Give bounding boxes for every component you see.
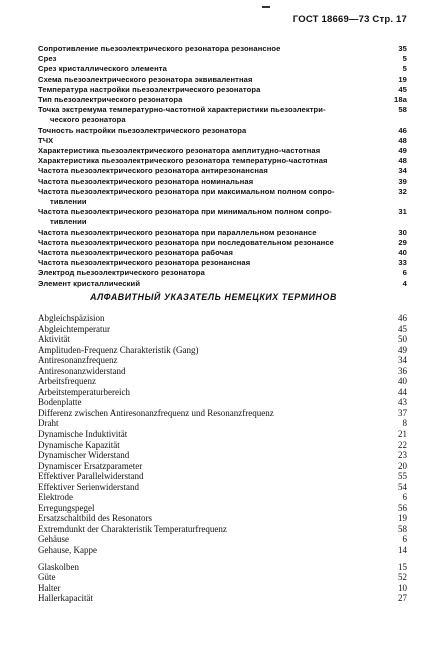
entry-term: Amplituden-Frequenz Charakteristik (Gang) xyxy=(38,344,199,355)
entry-term: Ersatzschaltbild des Resonators xyxy=(38,513,152,524)
index-entry xyxy=(38,572,407,583)
entry-page-number: 45 xyxy=(398,323,407,334)
index-entry xyxy=(38,397,407,408)
entry-term: Частота пьезоэлектрического резонатора при параллельном резонансе xyxy=(38,227,317,237)
entry-term: Характеристика пьезоэлектрического резонатора амплитудно-частотная xyxy=(38,146,321,156)
entry-page-number: 31 xyxy=(398,207,407,217)
entry-page-number: 15 xyxy=(398,561,407,572)
entry-term: Частота пьезоэлектрического резонатора номинальная xyxy=(38,176,254,186)
index-entry xyxy=(38,355,407,366)
index-entry xyxy=(38,95,407,105)
index-entry xyxy=(38,324,407,335)
entry-term: ТЧХ xyxy=(38,135,54,145)
index-entry xyxy=(38,75,407,85)
index-entry xyxy=(38,440,407,451)
entry-term: Dynamischer Widerstand xyxy=(38,450,130,461)
index-entry xyxy=(38,279,407,289)
entry-term: Extremdunkt der Charakteristik Temperaturfrequenz xyxy=(38,523,227,534)
index-entry xyxy=(38,534,407,545)
entry-term: Erregungspegel xyxy=(38,502,95,513)
index-entry xyxy=(38,471,407,482)
entry-page-number: 33 xyxy=(398,258,407,268)
entry-page-number: 23 xyxy=(398,450,407,461)
entry-page-number: 46 xyxy=(398,125,407,135)
entry-term-continuation: тивлении xyxy=(50,197,87,207)
index-entry xyxy=(38,54,407,64)
entry-page-number: 48 xyxy=(398,156,407,166)
entry-page-number: 39 xyxy=(398,176,407,186)
entry-term: Частота пьезоэлектрического резонатора при последовательном резонансе xyxy=(38,237,334,247)
entry-term: Halter xyxy=(38,582,61,593)
entry-term: Тип пьезоэлектрического резонатора xyxy=(38,95,183,105)
entry-page-number: 8 xyxy=(402,418,407,429)
entry-term: Срез xyxy=(38,54,57,64)
entry-term: Точность настройки пьезоэлектрического резонатора xyxy=(38,125,247,135)
entry-page-number: 10 xyxy=(398,582,407,593)
index-entry xyxy=(38,408,407,419)
index-entry xyxy=(38,387,407,398)
entry-page-number: 55 xyxy=(398,471,407,482)
entry-page-number: 19 xyxy=(398,74,407,84)
index-entry xyxy=(38,418,407,429)
entry-term: Arbeitsfrequenz xyxy=(38,376,96,387)
entry-page-number: 50 xyxy=(398,334,407,345)
entry-page-number: 4 xyxy=(402,278,407,288)
entry-term: Antiresonanzwiderstand xyxy=(38,365,126,376)
index-entry xyxy=(38,238,407,248)
index-entry xyxy=(38,156,407,166)
entry-term: Elektrode xyxy=(38,492,73,503)
entry-term: Arbeitstemperaturbereich xyxy=(38,386,130,397)
index-entry xyxy=(38,166,407,176)
index-entry xyxy=(38,313,407,324)
entry-term: Hallerkapacität xyxy=(38,593,93,604)
index-entry xyxy=(38,366,407,377)
index-entry xyxy=(38,85,407,95)
index-entry xyxy=(38,177,407,187)
index-entry xyxy=(38,146,407,156)
index-entry xyxy=(38,482,407,493)
entry-term: Effektiver Parallelwiderstand xyxy=(38,471,144,482)
index-entry xyxy=(38,583,407,594)
index-entry xyxy=(38,105,407,125)
entry-term: Частота пьезоэлектрического резонатора антирезонансная xyxy=(38,166,268,176)
index-entry xyxy=(38,126,407,136)
index-entry xyxy=(38,562,407,573)
index-entry xyxy=(38,187,407,207)
entry-term: Draht xyxy=(38,418,59,429)
entry-term: Dynamiscer Ersatzparameter xyxy=(38,460,143,471)
entry-page-number: 45 xyxy=(398,84,407,94)
index-entry xyxy=(38,450,407,461)
entry-page-number: 52 xyxy=(398,572,407,583)
index-entry xyxy=(38,228,407,238)
index-entry xyxy=(38,513,407,524)
german-terms-list xyxy=(38,313,407,604)
entry-term: Сопротивление пьезоэлектрического резонатора резонансное xyxy=(38,44,281,53)
entry-term: Glaskolben xyxy=(38,561,79,572)
entry-page-number: 21 xyxy=(398,429,407,440)
entry-page-number: 34 xyxy=(398,166,407,176)
index-entry xyxy=(38,503,407,514)
entry-term: Частота пьезоэлектрического резонатора резонансная xyxy=(38,258,251,268)
entry-term: Abgleichtemperatur xyxy=(38,323,110,334)
entry-page-number: 58 xyxy=(398,523,407,534)
index-entry xyxy=(38,248,407,258)
index-entry xyxy=(38,429,407,440)
entry-page-number: 5 xyxy=(402,64,407,74)
entry-term: Differenz zwischen Antiresonanzfrequenz und Resonanzfrequenz xyxy=(38,407,274,418)
index-entry xyxy=(38,461,407,472)
index-entry xyxy=(38,207,407,227)
entry-term: Dynamische Kapazität xyxy=(38,439,120,450)
index-entry xyxy=(38,593,407,604)
index-entry xyxy=(38,268,407,278)
entry-page-number: 18а xyxy=(394,95,407,105)
entry-page-number: 29 xyxy=(398,237,407,247)
russian-terms-list xyxy=(38,44,407,289)
entry-term: Abgleichspäzision xyxy=(38,313,105,323)
entry-page-number: 19 xyxy=(398,513,407,524)
entry-term: Gehäuse xyxy=(38,534,69,545)
entry-term: Güte xyxy=(38,572,56,583)
entry-term: Точка экстремума температурно-частотной характеристики пьезоэлектри- xyxy=(38,105,326,115)
entry-page-number: 44 xyxy=(398,386,407,397)
index-entry xyxy=(38,545,407,556)
entry-page-number: 49 xyxy=(398,344,407,355)
entry-page-number: 6 xyxy=(402,268,407,278)
index-entry xyxy=(38,345,407,356)
index-entry xyxy=(38,334,407,345)
entry-page-number: 6 xyxy=(402,492,407,503)
index-entry xyxy=(38,136,407,146)
entry-term: Gehause, Kappe xyxy=(38,545,97,556)
entry-term: Effektiver Serienwiderstand xyxy=(38,481,140,492)
entry-page-number: 27 xyxy=(398,593,407,604)
index-entry xyxy=(38,492,407,503)
index-entry xyxy=(38,524,407,535)
entry-page-number: 22 xyxy=(398,439,407,450)
entry-page-number: 58 xyxy=(398,105,407,115)
index-entry xyxy=(38,44,407,54)
index-entry xyxy=(38,64,407,74)
entry-term-continuation: тивлении xyxy=(50,217,87,227)
entry-term-continuation: ческого резонатора xyxy=(50,115,126,125)
entry-page-number: 56 xyxy=(398,502,407,513)
entry-term: Элемент кристаллический xyxy=(38,278,141,288)
section-title: АЛФАВИТНЫЙ УКАЗАТЕЛЬ НЕМЕЦКИХ ТЕРМИНОВ xyxy=(90,292,337,302)
entry-page-number: 35 xyxy=(398,44,407,53)
entry-term: Bodenplatte xyxy=(38,397,82,408)
entry-term: Электрод пьезоэлектрического резонатора xyxy=(38,268,205,278)
index-entry xyxy=(38,376,407,387)
entry-term: Частота пьезоэлектрического резонатора рабочая xyxy=(38,248,233,258)
entry-term: Характеристика пьезоэлектрического резонатора температурно-частотная xyxy=(38,156,328,166)
scan-mark xyxy=(262,6,270,8)
entry-term: Частота пьезоэлектрического резонатора при максимальном полном сопро- xyxy=(38,186,335,196)
entry-page-number: 34 xyxy=(398,355,407,366)
entry-page-number: 32 xyxy=(398,186,407,196)
index-entry xyxy=(38,258,407,268)
entry-term: Срез кристаллического элемента xyxy=(38,64,167,74)
entry-page-number: 6 xyxy=(402,534,407,545)
entry-term: Dynamische Induktivität xyxy=(38,429,128,440)
entry-term: Схема пьезоэлектрического резонатора эквивалентная xyxy=(38,74,253,84)
entry-term: Antiresonanzfrequenz xyxy=(38,355,118,366)
entry-page-number: 14 xyxy=(398,545,407,556)
entry-term: Температура настройки пьезоэлектрического резонатора xyxy=(38,84,261,94)
page-header: ГОСТ 18669—73 Стр. 17 xyxy=(292,14,407,25)
entry-page-number: 46 xyxy=(398,313,407,323)
entry-page-number: 37 xyxy=(398,407,407,418)
entry-page-number: 49 xyxy=(398,146,407,156)
entry-page-number: 40 xyxy=(398,376,407,387)
entry-page-number: 30 xyxy=(398,227,407,237)
entry-page-number: 36 xyxy=(398,365,407,376)
entry-page-number: 5 xyxy=(402,54,407,64)
entry-term: Aktivität xyxy=(38,334,70,345)
entry-page-number: 48 xyxy=(398,135,407,145)
entry-page-number: 20 xyxy=(398,460,407,471)
entry-page-number: 54 xyxy=(398,481,407,492)
entry-term: Частота пьезоэлектрического резонатора при минимальном полном сопро- xyxy=(38,207,332,217)
entry-page-number: 43 xyxy=(398,397,407,408)
entry-page-number: 40 xyxy=(398,248,407,258)
